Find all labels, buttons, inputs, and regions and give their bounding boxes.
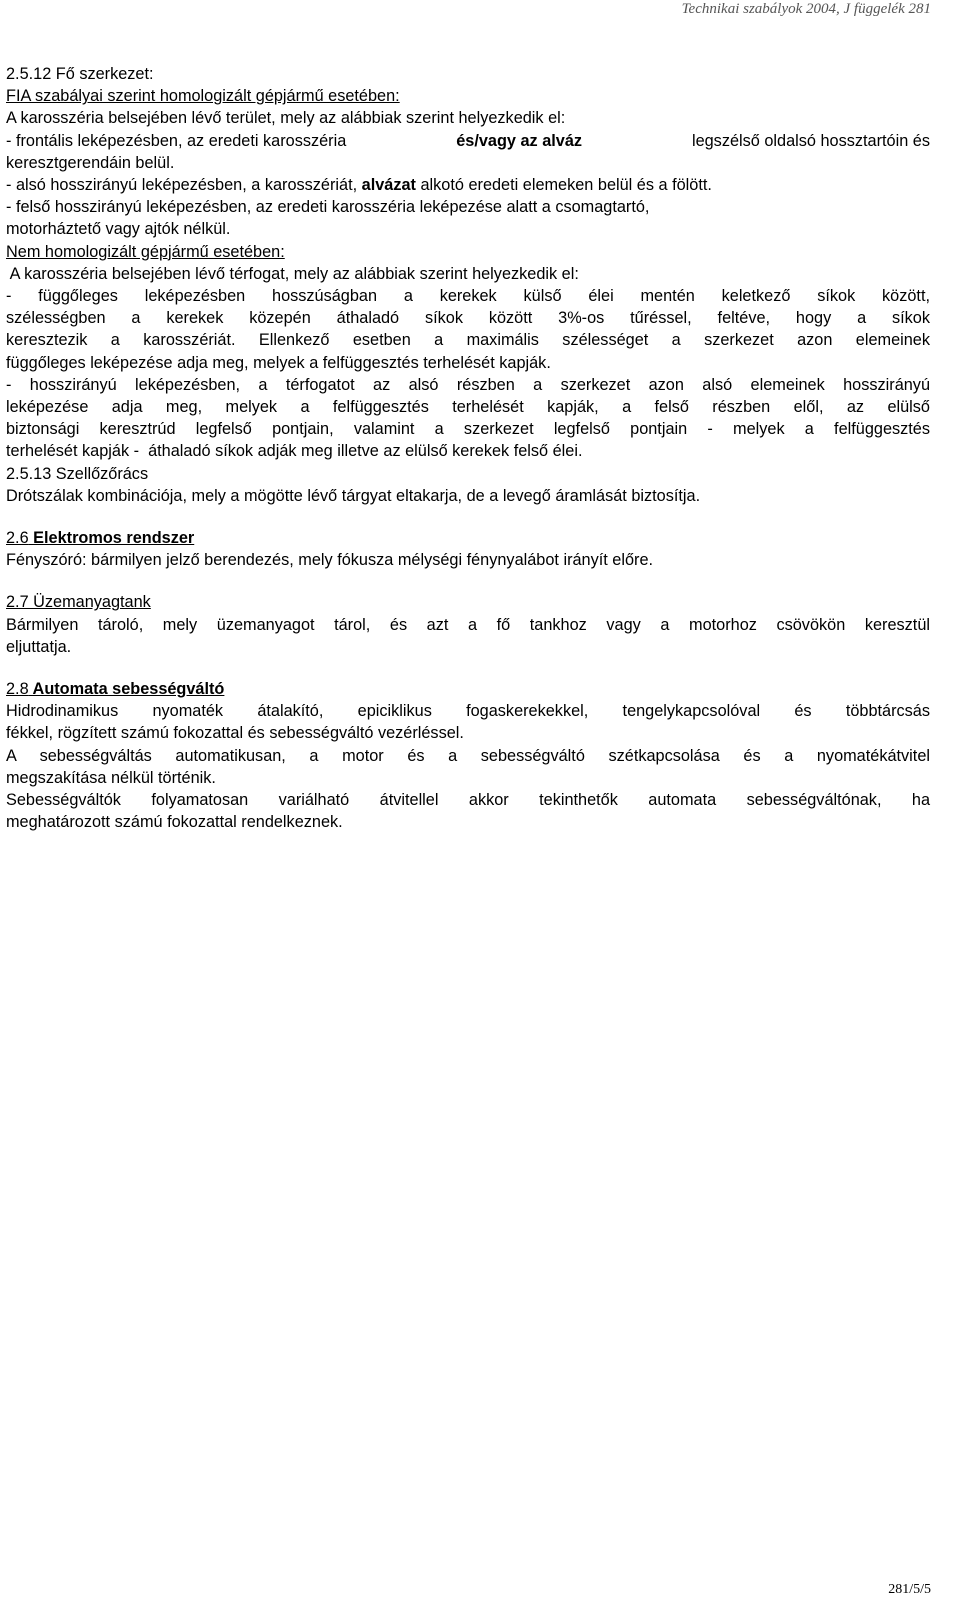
paragraph-line: terhelését kapják - áthaladó síkok adják meg illetve az elülső kerekek felső élei. — [6, 442, 583, 461]
paragraph-line-justified: - hosszirányú leképezésben, a térfogatot az alsó részben a szerkezet azon alsó elemeinek hosszirányú — [6, 375, 930, 394]
running-header: Technikai szabályok 2004, J függelék 281 — [681, 1, 931, 17]
paragraph-line: A karosszéria belsejében lévő térfogat, mely az alábbiak szerint helyezkedik el: — [6, 264, 579, 283]
paragraph-line-justified — [6, 130, 930, 152]
subheading-homologated: FIA szabályai szerint homologizált gépjármű esetében: — [6, 87, 400, 106]
text-run: - frontális leképezésben, az eredeti karosszéria — [6, 131, 347, 150]
subheading-non-homologated: Nem homologizált gépjármű esetében: — [6, 242, 285, 261]
paragraph-line-justified: A sebességváltás automatikusan, a motor és a sebességváltó szétkapcsolása és a nyomatékátvitel — [6, 746, 930, 765]
paragraph-line-justified: - függőleges leképezésben hosszúságban a kerekek külső élei mentén keletkező síkok között, — [6, 287, 930, 306]
section-number: 2.6 — [6, 529, 29, 548]
section-main-structure — [6, 63, 930, 463]
section-heading: 2.5.13 Szellőzőrács — [6, 464, 149, 483]
paragraph-line: megszakítása nélkül történik. — [6, 768, 216, 787]
paragraph-line: keresztgerendáin belül. — [6, 153, 175, 172]
document-body — [6, 63, 930, 834]
section-title: Automata sebességváltó — [28, 680, 225, 699]
paragraph-line-justified: Hidrodinamikus nyomaték átalakító, epiciklikus fogaskerekekkel, tengelykapcsolóval és többtárcsás — [6, 702, 930, 721]
section-heading: 2.7 Üzemanyagtank — [6, 593, 151, 612]
paragraph-line: fékkel, rögzített számú fokozattal és sebességváltó vezérléssel. — [6, 724, 464, 743]
bold-text-run: és/vagy az alváz — [456, 131, 583, 150]
section-heading: 2.5.12 Fő szerkezet: — [6, 65, 154, 83]
text-run: alkotó eredeti elemeken belül és a fölött. — [415, 176, 712, 195]
paragraph-line: A karosszéria belsejében lévő terület, mely az alábbiak szerint helyezkedik el: — [6, 109, 566, 128]
paragraph-line-justified: szélességben a kerekek közepén áthaladó síkok között 3%-os tűréssel, feltéve, hogy a síkok — [6, 309, 930, 328]
paragraph-line-justified: keresztezik a karosszériát. Ellenkező esetben a maximális szélességet a szerkezet azon elemeinek — [6, 331, 930, 350]
paragraph-line: Drótszálak kombinációja, mely a mögötte lévő tárgyat eltakarja, de a levegő áramlását biztosítja. — [6, 486, 701, 505]
paragraph-line-justified: biztonsági keresztrúd legfelső pontjain, valamint a szerkezet legfelső pontjain - melyek a felfüggesztés — [6, 420, 930, 439]
paragraph-line-justified: leképezése adja meg, melyek a felfüggesztés terhelését kapják, a felső részben elől, az elülső — [6, 398, 930, 417]
paragraph-line — [6, 174, 930, 196]
section-ventilation-grille — [6, 463, 930, 507]
section-heading — [6, 678, 930, 700]
paragraph-line: meghatározott számú fokozattal rendelkeznek. — [6, 813, 343, 832]
paragraph-line: függőleges leképezése adja meg, melyek a felfüggesztés terhelését kapják. — [6, 353, 551, 372]
section-number: 2.8 — [6, 680, 29, 699]
section-heading — [6, 527, 930, 549]
paragraph-line-justified: Sebességváltók folyamatosan variálható átvitellel akkor tekinthetők automata sebességváltónak, ha — [6, 791, 930, 810]
section-electrical-system — [6, 527, 930, 571]
text-run: - alsó hosszirányú leképezésben, a karosszériát, — [6, 176, 362, 195]
paragraph-line-justified: Bármilyen tároló, mely üzemanyagot tárol, és azt a fő tankhoz vagy a motorhoz csövökön keresztül — [6, 615, 930, 634]
section-fuel-tank — [6, 591, 930, 658]
section-automatic-gearbox — [6, 678, 930, 833]
paragraph-line: eljuttatja. — [6, 637, 72, 656]
paragraph-line: motorháztető vagy ajtók nélkül. — [6, 220, 231, 239]
paragraph-line-justified: - felső hosszirányú leképezésben, az eredeti karosszéria leképezése alatt a csomagtartó, — [6, 198, 650, 217]
section-title: Elektromos rendszer — [28, 529, 195, 548]
text-run: legszélső oldalsó hossztartóin és — [691, 131, 930, 150]
paragraph-line: Fényszóró: bármilyen jelző berendezés, mely fókusza mélységi fénynyalábot irányít előre. — [6, 551, 654, 570]
bold-text-run: alvázat — [361, 176, 416, 195]
page-number: 281/5/5 — [888, 1582, 931, 1597]
